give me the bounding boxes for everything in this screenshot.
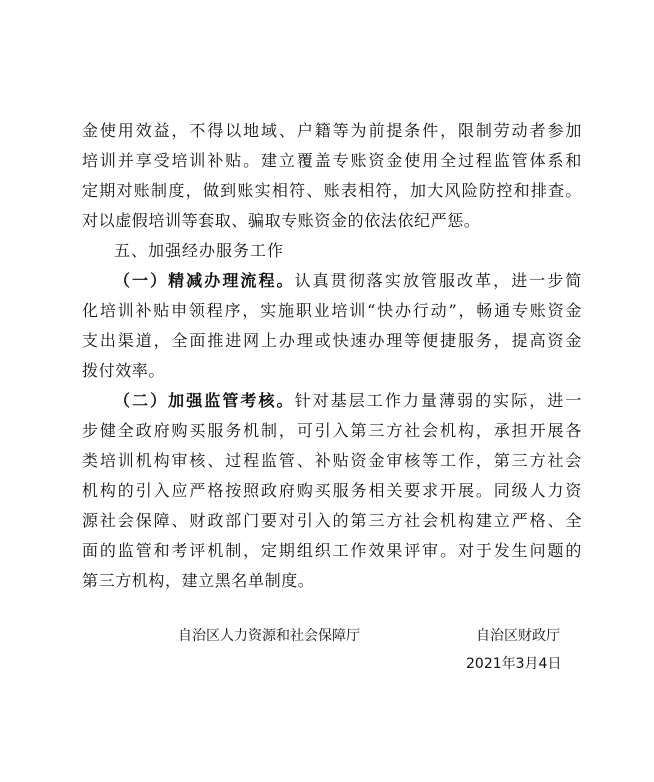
paragraph-line: 金使用效益，不得以地域、户籍等为前提条件，限制劳动者参加 <box>82 121 582 140</box>
item-1-title: （一）精减办理流程。 <box>114 271 295 290</box>
item-2-title: （二）加强监管考核。 <box>114 391 295 410</box>
paragraph-line: 定期对账制度，做到账实相符、账表相符，加大风险防控和排查。 <box>82 181 582 200</box>
item-1-first-line <box>114 266 582 296</box>
paragraph-line: 机构的引入应严格按照政府购买服务相关要求开展。同级人力资 <box>82 481 582 500</box>
paragraph-line: 第三方机构，建立黑名单制度。 <box>82 571 315 590</box>
section-heading: 五、加强经办服务工作 <box>114 241 285 260</box>
paragraph-line: 化培训补贴申领程序，实施职业培训“快办行动”，畅通专账资金 <box>82 301 582 320</box>
signature-date: 2021年3月4日 <box>466 656 562 672</box>
paragraph-line: 类培训机构审核、过程监管、补贴资金审核等工作，第三方社会 <box>82 451 582 470</box>
paragraph-line: 源社会保障、财政部门要对引入的第三方社会机构建立严格、全 <box>82 511 582 530</box>
signature-left-org: 自治区人力资源和社会保障厅 <box>178 628 360 644</box>
signature-right-org: 自治区财政厅 <box>476 628 560 644</box>
paragraph-line: 培训并享受培训补贴。建立覆盖专账资金使用全过程监管体系和 <box>82 151 582 170</box>
paragraph-line: 步健全政府购买服务机制，可引入第三方社会机构，承担开展各 <box>82 421 582 440</box>
paragraph-line: 拨付效率。 <box>82 361 166 380</box>
paragraph-line: 对以虚假培训等套取、骗取专账资金的依法依纪严惩。 <box>82 211 481 230</box>
item-2-first-line-text: 针对基层工作力量薄弱的实际，进一 <box>294 391 582 410</box>
item-2-first-line <box>114 386 582 416</box>
paragraph-line: 支出渠道，全面推进网上办理或快速办理等便捷服务，提高资金 <box>82 331 582 350</box>
paragraph-line: 面的监管和考评机制，定期组织工作效果评审。对于发生问题的 <box>82 541 582 560</box>
item-1-first-line-text: 认真贯彻落实放管服改革，进一步简 <box>294 271 582 290</box>
